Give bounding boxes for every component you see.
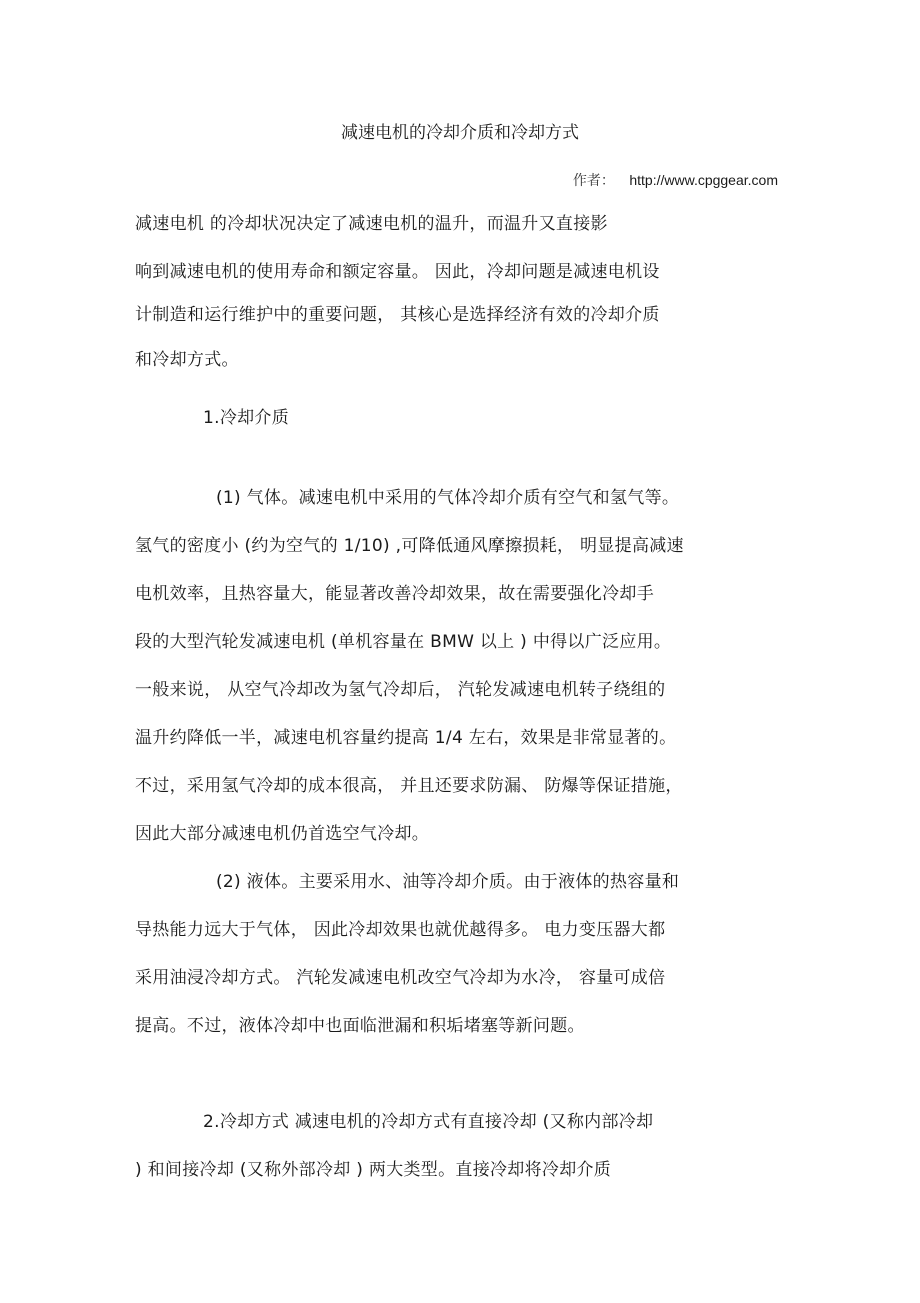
paragraph-line: 计制造和运行维护中的重要问题， 其核心是选择经济有效的冷却介质 <box>135 305 660 325</box>
paragraph-line: 段的大型汽轮发减速电机 (单机容量在 BMW 以上 ) 中得以广泛应用。 <box>135 632 672 652</box>
author-label: 作者： <box>572 173 615 189</box>
paragraph-line: 导热能力远大于气体， 因此冷却效果也就优越得多。 电力变压器大都 <box>135 920 666 940</box>
paragraph-line: 氢气的密度小 (约为空气的 1/10) ,可降低通风摩擦损耗， 明显提高减速 <box>135 536 684 556</box>
paragraph-line: 和冷却方式。 <box>135 350 239 370</box>
paragraph-line: 提高。不过，液体冷却中也面临泄漏和积垢堵塞等新问题。 <box>135 1016 585 1036</box>
paragraph-line: (1) 气体。减速电机中采用的气体冷却介质有空气和氢气等。 <box>216 488 680 508</box>
paragraph-line: 采用油浸冷却方式。 汽轮发减速电机改空气冷却为水冷， 容量可成倍 <box>135 968 666 988</box>
author-url: http://www.cpggear.com <box>629 172 778 188</box>
paragraph-line: 电机效率，且热容量大，能显著改善冷却效果，故在需要强化冷却手 <box>135 584 654 604</box>
document-title: 减速电机的冷却介质和冷却方式 <box>341 123 579 143</box>
paragraph-line: 因此大部分减速电机仍首选空气冷却。 <box>135 824 430 844</box>
paragraph-line: 不过，采用氢气冷却的成本很高， 并且还要求防漏、 防爆等保证措施， <box>135 776 683 796</box>
paragraph-line: 减速电机 的冷却状况决定了减速电机的温升，而温升又直接影 <box>135 214 608 234</box>
section-heading: 1.冷却介质 <box>203 408 290 428</box>
paragraph-line: (2) 液体。主要采用水、油等冷却介质。由于液体的热容量和 <box>216 872 680 892</box>
paragraph-line: ) 和间接冷却 (又称外部冷却 ) 两大类型。直接冷却将冷却介质 <box>135 1160 612 1180</box>
paragraph-line: 温升约降低一半，减速电机容量约提高 1/4 左右，效果是非常显著的。 <box>135 728 677 748</box>
section-heading: 2.冷却方式 减速电机的冷却方式有直接冷却 (又称内部冷却 <box>203 1112 654 1132</box>
paragraph-line: 响到减速电机的使用寿命和额定容量。 因此，冷却问题是减速电机设 <box>135 262 660 282</box>
author-line <box>573 170 778 191</box>
paragraph-line: 一般来说， 从空气冷却改为氢气冷却后， 汽轮发减速电机转子绕组的 <box>135 680 666 700</box>
